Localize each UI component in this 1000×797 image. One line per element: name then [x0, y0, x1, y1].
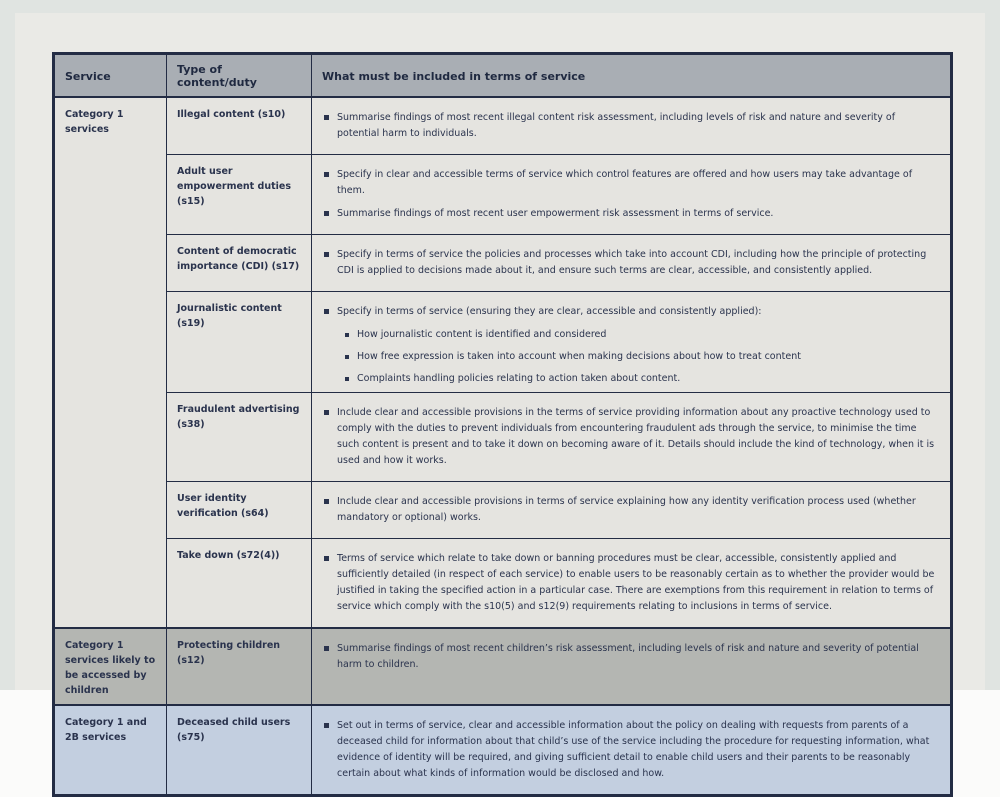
requirements-cell	[312, 97, 952, 155]
table-row	[54, 97, 952, 155]
bullet-item	[324, 494, 938, 526]
square-bullet-icon	[324, 556, 329, 561]
table-row	[54, 482, 952, 539]
duty-cell	[167, 705, 312, 796]
service-cell	[54, 628, 167, 705]
requirements-cell	[312, 235, 952, 292]
table-body	[54, 97, 952, 796]
square-bullet-icon	[324, 410, 329, 415]
table-row	[54, 235, 952, 292]
requirements-cell	[312, 705, 952, 796]
bullet-item	[324, 247, 938, 279]
bullet-text: Specify in terms of service the policies and processes which take into account CDI, including how the principle of protecting CDI is applied to decisions made about it, and ensure such terms are clear, accessible, and consistently applied.	[337, 249, 927, 276]
table-row	[54, 393, 952, 482]
bullet-text: Summarise findings of most recent user empowerment risk assessment in terms of service.	[337, 208, 774, 219]
duty-label: Take down (s72(4))	[177, 550, 280, 561]
bullet-text: Specify in clear and accessible terms of service which control features are offered and how users may take advantage of them.	[337, 169, 913, 196]
bullet-text: Specify in terms of service (ensuring they are clear, accessible and consistently applied):	[337, 306, 762, 317]
requirements-cell	[312, 393, 952, 482]
table-row	[54, 705, 952, 796]
duty-cell	[167, 97, 312, 155]
bullet-text: Summarise findings of most recent illegal content risk assessment, including levels of risk and nature and severity of potential harm to individuals.	[337, 112, 896, 139]
bullet-text: Summarise findings of most recent children’s risk assessment, including levels of risk and nature and severity of potential harm to children.	[337, 643, 919, 670]
duty-cell	[167, 482, 312, 539]
sub-bullet-item	[345, 327, 938, 343]
bullet-text: Include clear and accessible provisions in the terms of service providing information about any proactive technology used to comply with the duties to prevent individuals from encountering fraudulent ads through the service, to minimise the time such content is present and to take it down on becoming aware of it. Details should include the kind of technology, when it is used and how it works.	[337, 407, 935, 466]
bullet-text: Set out in terms of service, clear and accessible information about the policy on dealing with requests from parents of a deceased child for information about that child’s use of the service including the procedure for requesting information, what evidence of identity will be required, and giving sufficient detail to enable child users and their parents to be reasonably certain about what kinds of information would be disclosed and how.	[337, 720, 930, 779]
duty-cell	[167, 292, 312, 393]
terms-of-service-table	[52, 52, 953, 797]
table-row	[54, 155, 952, 235]
service-label: Category 1 services	[65, 109, 124, 135]
document-sheet	[15, 13, 985, 779]
requirements-cell	[312, 539, 952, 629]
square-bullet-icon	[324, 499, 329, 504]
bullet-item	[324, 405, 938, 469]
bullet-item	[324, 167, 938, 199]
duty-cell	[167, 393, 312, 482]
square-bullet-icon	[324, 115, 329, 120]
bullet-item	[324, 304, 938, 320]
duty-label: Content of democratic importance (CDI) (s17)	[177, 246, 300, 272]
service-label: Category 1 services likely to be accessed by children	[65, 640, 156, 696]
bullet-item	[324, 206, 938, 222]
duty-label: Fraudulent advertising (s38)	[177, 404, 300, 430]
sub-bullet-item	[345, 371, 938, 387]
square-bullet-icon	[324, 211, 329, 216]
sub-bullet-text: How free expression is taken into account when making decisions about how to treat content	[357, 351, 801, 362]
column-header-label: What must be included in terms of service	[322, 69, 586, 83]
square-bullet-icon	[324, 723, 329, 728]
square-bullet-icon	[345, 333, 349, 337]
service-cell	[54, 97, 167, 628]
column-header-type-of-content	[167, 54, 312, 98]
duty-cell	[167, 155, 312, 235]
bullet-item	[324, 641, 938, 673]
column-header-label: Service	[65, 69, 111, 83]
sub-bullet-text: Complaints handling policies relating to action taken about content.	[357, 373, 681, 384]
bullet-item	[324, 718, 938, 782]
sub-bullet-text: How journalistic content is identified and considered	[357, 329, 607, 340]
requirements-cell	[312, 155, 952, 235]
square-bullet-icon	[324, 172, 329, 177]
duty-label: Deceased child users (s75)	[177, 717, 291, 743]
square-bullet-icon	[324, 309, 329, 314]
bullet-text: Include clear and accessible provisions in terms of service explaining how any identity verification process used (whether mandatory or optional) works.	[337, 496, 916, 523]
sub-bullet-list	[345, 327, 938, 387]
duty-label: Journalistic content (s19)	[177, 303, 282, 329]
square-bullet-icon	[324, 646, 329, 651]
table-row	[54, 539, 952, 629]
sub-bullet-item	[345, 349, 938, 365]
duty-label: Protecting children (s12)	[177, 640, 281, 666]
bullet-item	[324, 551, 938, 615]
table-row	[54, 292, 952, 393]
table-header	[54, 54, 952, 98]
requirements-cell	[312, 482, 952, 539]
column-header-requirements	[312, 54, 952, 98]
column-header-label: Type of content/duty	[177, 63, 257, 89]
column-header-service	[54, 54, 167, 98]
square-bullet-icon	[345, 377, 349, 381]
duty-cell	[167, 235, 312, 292]
requirements-cell	[312, 292, 952, 393]
bullet-item	[324, 110, 938, 142]
duty-label: User identity verification (s64)	[177, 493, 269, 519]
requirements-cell	[312, 628, 952, 705]
service-cell	[54, 705, 167, 796]
bullet-text: Terms of service which relate to take down or banning procedures must be clear, accessible, consistently applied and sufficiently detailed (in respect of each service) to enable users to be reasonably certain as to whether the provider would be justified in taking the specified action in a particular case. There are exemptions from this requirement in relation to terms of service which comply with the s10(5) and s12(9) requirements relating to inclusions in terms of service.	[337, 553, 935, 612]
duty-label: Illegal content (s10)	[177, 109, 286, 120]
header-row	[54, 54, 952, 98]
service-label: Category 1 and 2B services	[65, 717, 147, 743]
duty-label: Adult user empowerment duties (s15)	[177, 166, 291, 207]
square-bullet-icon	[345, 355, 349, 359]
square-bullet-icon	[324, 252, 329, 257]
duty-cell	[167, 628, 312, 705]
duty-cell	[167, 539, 312, 629]
table-row	[54, 628, 952, 705]
